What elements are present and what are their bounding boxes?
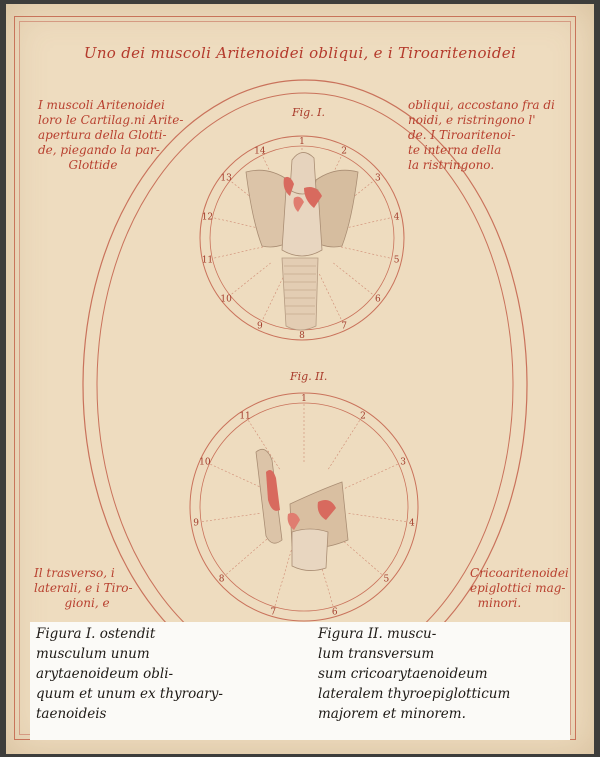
fig1-dial-number: 8 xyxy=(299,331,305,341)
fig2-dial-number: 7 xyxy=(270,607,277,618)
fig1-dial-number: 5 xyxy=(393,255,400,266)
fig1-dial-spoke xyxy=(319,274,342,321)
fig2-dial-number: 4 xyxy=(409,518,415,529)
fig1-dial-number: 6 xyxy=(374,294,381,305)
fig2-dial-number: 3 xyxy=(400,457,407,468)
fig2-dial-number: 9 xyxy=(193,518,199,529)
fig1-label: Fig. I. xyxy=(292,106,326,119)
fig2-dial-spoke xyxy=(345,464,399,489)
fig2-dial-spoke xyxy=(275,550,292,607)
italian-caption-bottom-left: Il trasverso, i laterali, e i Tiro- gioni, e xyxy=(34,566,133,610)
fig1-dial-spoke xyxy=(333,263,374,295)
italian-caption-bottom-right: Cricoaritenoidei epiglottici mag- minori. xyxy=(470,566,569,610)
fig2-dial-number: 8 xyxy=(218,574,225,585)
italian-caption-top-right: obliqui, accostano fra di noidi, e ristringono l' de. I Tiroaritenoi- te interna della la ristringono. xyxy=(408,98,555,172)
fig2-dial-spoke xyxy=(201,513,259,521)
fig1-dial-spoke xyxy=(262,274,285,321)
fig1-dial-number: 13 xyxy=(220,173,232,184)
fig2-dial-spoke xyxy=(349,513,407,521)
fig1-dial-number: 14 xyxy=(254,146,266,157)
fig2-dial-number: 1 xyxy=(301,394,307,404)
fig1-dial-number: 7 xyxy=(341,321,347,332)
fig1-dial-number: 11 xyxy=(201,255,214,266)
italian-caption-top-left: I muscoli Aritenoidei loro le Cartilag.ni Arite- apertura della Glotti- de, piegando la par- Glottide xyxy=(38,98,184,172)
fig1-dial-spoke xyxy=(212,247,263,259)
fig1-dial-number: 3 xyxy=(374,173,381,184)
fig1-dial-spoke xyxy=(230,263,271,295)
fig1-dial-number: 12 xyxy=(201,212,214,223)
fig2-larynx-illustration xyxy=(256,449,348,570)
fig2-dial-spoke xyxy=(328,420,360,470)
fig1-dial-number: 2 xyxy=(341,146,347,157)
plate-title: Uno dei muscoli Aritenoidei obliqui, e i Tiroaritenoidei xyxy=(83,44,517,62)
fig1-dial-number: 1 xyxy=(299,137,305,147)
fig2-dial-spoke xyxy=(338,536,383,575)
fig1-larynx-illustration xyxy=(246,152,358,330)
latin-caption-right: Figura II. muscu- lum transversum sum cricoarytaenoideum lateralem thyroepiglotticum majorem et minorem. xyxy=(318,626,511,722)
fig2-dial-number: 11 xyxy=(239,411,251,422)
fig2-dial-spoke xyxy=(225,536,270,575)
latin-caption-left: Figura I. ostendit musculum unum arytaenoideum obli- quum et unum ex thyroary- taenoideis xyxy=(36,626,223,722)
fig1-dial-spoke xyxy=(341,247,392,259)
fig2-dial-number: 5 xyxy=(383,574,390,585)
fig1-dial-number: 4 xyxy=(393,212,400,223)
fig2-dial-number: 6 xyxy=(331,607,338,618)
fig1-dial-number: 9 xyxy=(257,321,263,332)
fig2-dial-number: 2 xyxy=(360,411,366,422)
fig1-dial-number: 10 xyxy=(220,294,232,305)
fig2-dial-number: 10 xyxy=(199,457,211,468)
fig2-label: Fig. II. xyxy=(290,370,328,383)
fig2-dial-spoke xyxy=(209,464,263,489)
